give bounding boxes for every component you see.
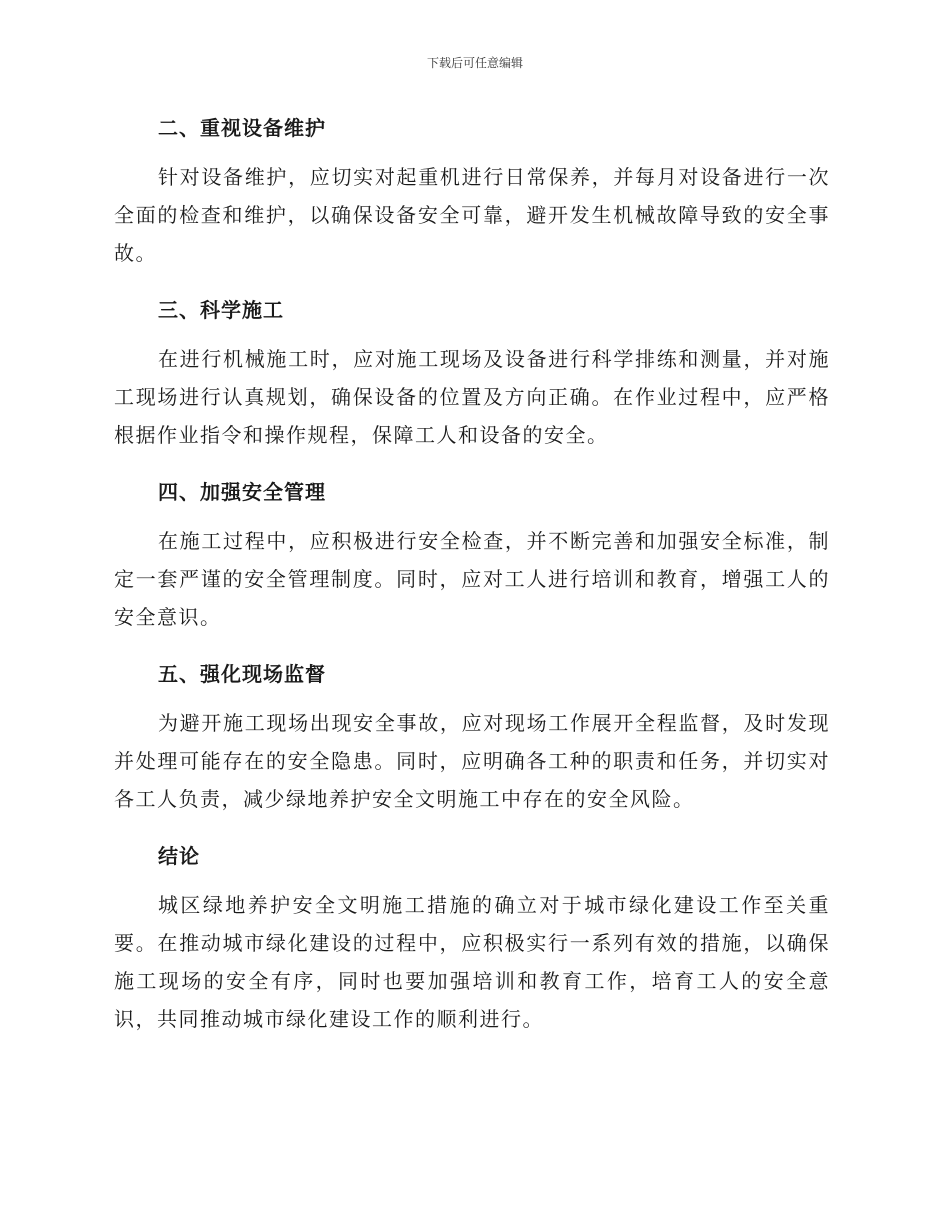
page-header: 下载后可任意编辑 [426,56,523,70]
document-body [114,104,830,1052]
section-paragraph: 在施工过程中，应积极进行安全检查，并不断完善和加强安全标准，制定一套严谨的安全管理制度。同时，应对工人进行培训和教育，增强工人的安全意识。 [114,529,830,629]
section-scientific-construction [114,286,830,454]
section-site-supervision [114,650,830,818]
section-heading: 二、重视设备维护 [158,116,326,140]
section-safety-management [114,468,830,636]
section-paragraph: 为避开施工现场出现安全事故，应对现场工作展开全程监督，及时发现并处理可能存在的安全隐患。同时，应明确各工种的职责和任务，并切实对各工人负责，减少绿地养护安全文明施工中存在的安全风险。 [114,711,830,811]
section-paragraph: 针对设备维护，应切实对起重机进行日常保养，并每月对设备进行一次全面的检查和维护，以确保设备安全可靠，避开发生机械故障导致的安全事故。 [114,165,830,265]
section-heading: 三、科学施工 [158,298,284,322]
section-heading: 四、加强安全管理 [158,480,326,504]
section-heading: 五、强化现场监督 [158,662,326,686]
section-conclusion [114,832,830,1038]
section-heading: 结论 [158,844,200,868]
section-equipment-maintenance [114,104,830,272]
section-paragraph: 城区绿地养护安全文明施工措施的确立对于城市绿化建设工作至关重要。在推动城市绿化建设的过程中，应积极实行一系列有效的措施，以确保施工现场的安全有序，同时也要加强培训和教育工作，培育工人的安全意识，共同推动城市绿化建设工作的顺利进行。 [114,893,830,1031]
section-paragraph: 在进行机械施工时，应对施工现场及设备进行科学排练和测量，并对施工现场进行认真规划，确保设备的位置及方向正确。在作业过程中，应严格根据作业指令和操作规程，保障工人和设备的安全。 [114,347,830,447]
